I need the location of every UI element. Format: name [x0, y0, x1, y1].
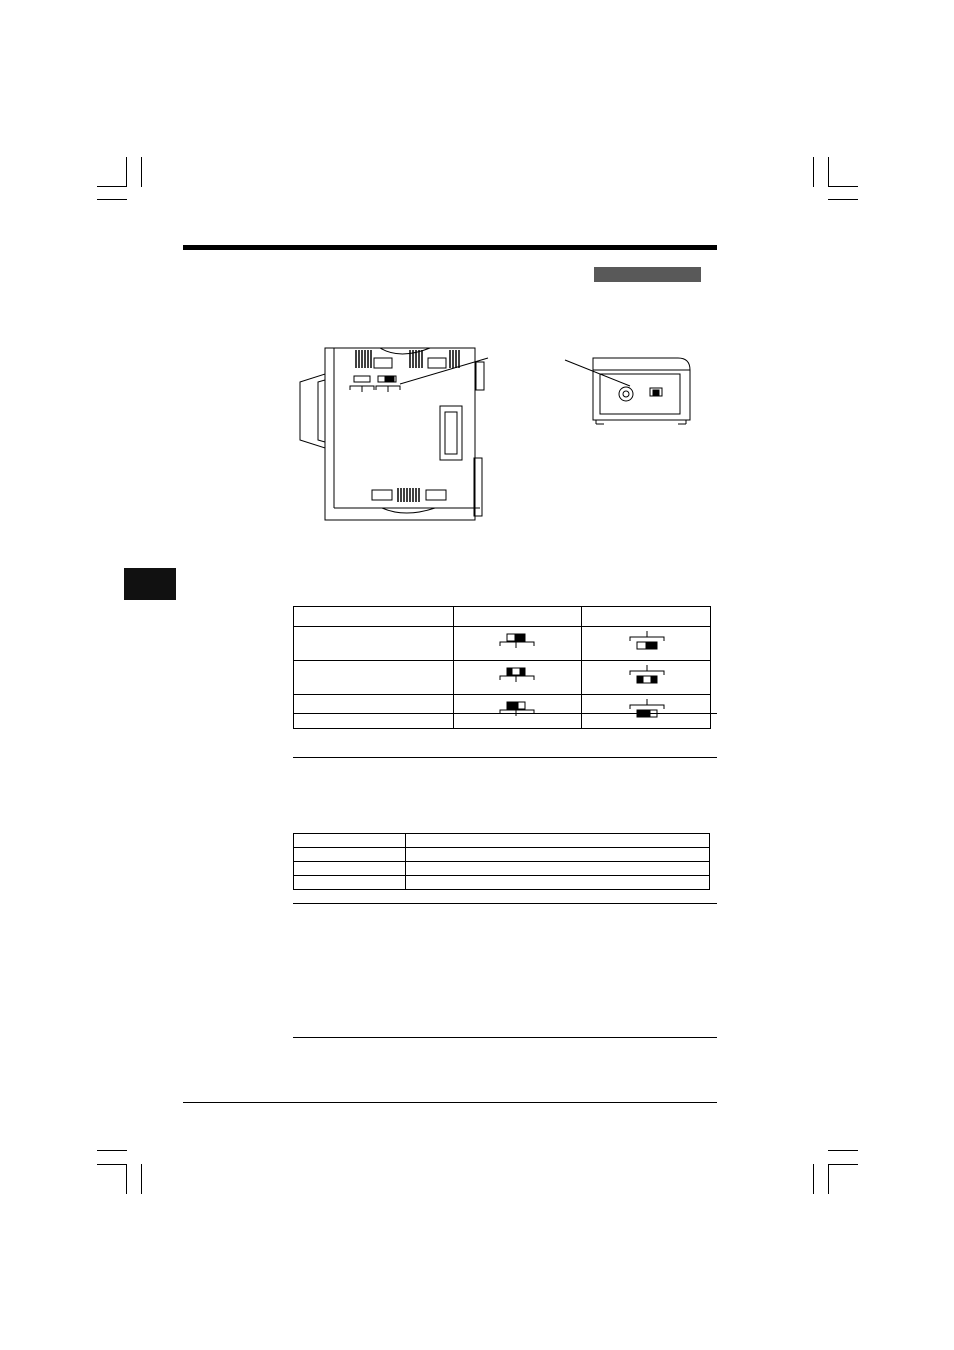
note-rule-top	[293, 713, 717, 714]
section-tag	[594, 267, 701, 282]
switch-left-icon	[454, 695, 581, 723]
front-switch-cell	[454, 661, 582, 695]
device-side-view-illustration	[290, 340, 510, 525]
switch-right-icon	[582, 695, 710, 723]
table-row	[294, 834, 710, 848]
table-value	[406, 862, 710, 876]
table-header-row	[294, 607, 711, 627]
note-rule-bottom-2	[293, 1037, 717, 1038]
top-switch-cell	[582, 695, 711, 729]
switch-right-icon	[454, 627, 581, 655]
front-switch-cell	[454, 695, 582, 729]
specification-table	[293, 833, 710, 890]
switch-center-icon	[454, 661, 581, 689]
table-key	[294, 876, 406, 890]
table-row	[294, 862, 710, 876]
footer-rule	[183, 1102, 717, 1103]
row-label	[294, 661, 454, 695]
switch-center-icon	[582, 661, 710, 689]
table-value	[406, 876, 710, 890]
switch-left-icon	[582, 627, 710, 655]
table-key	[294, 862, 406, 876]
table-row	[294, 661, 711, 695]
row-label	[294, 695, 454, 729]
device-front-view-illustration	[560, 350, 700, 430]
table-value	[406, 848, 710, 862]
column-header	[294, 607, 454, 627]
chapter-side-tab	[124, 568, 176, 600]
front-switch-cell	[454, 627, 582, 661]
table-row	[294, 695, 711, 729]
table-row	[294, 876, 710, 890]
table-key	[294, 848, 406, 862]
top-switch-cell	[582, 661, 711, 695]
column-header	[582, 607, 711, 627]
note-rule-top-2	[293, 903, 717, 904]
top-switch-cell	[582, 627, 711, 661]
note-rule-bottom	[293, 757, 717, 758]
row-label	[294, 627, 454, 661]
switch-setting-table	[293, 606, 711, 729]
header-rule	[183, 245, 717, 250]
table-key	[294, 834, 406, 848]
column-header	[454, 607, 582, 627]
table-value	[406, 834, 710, 848]
table-row	[294, 627, 711, 661]
table-row	[294, 848, 710, 862]
